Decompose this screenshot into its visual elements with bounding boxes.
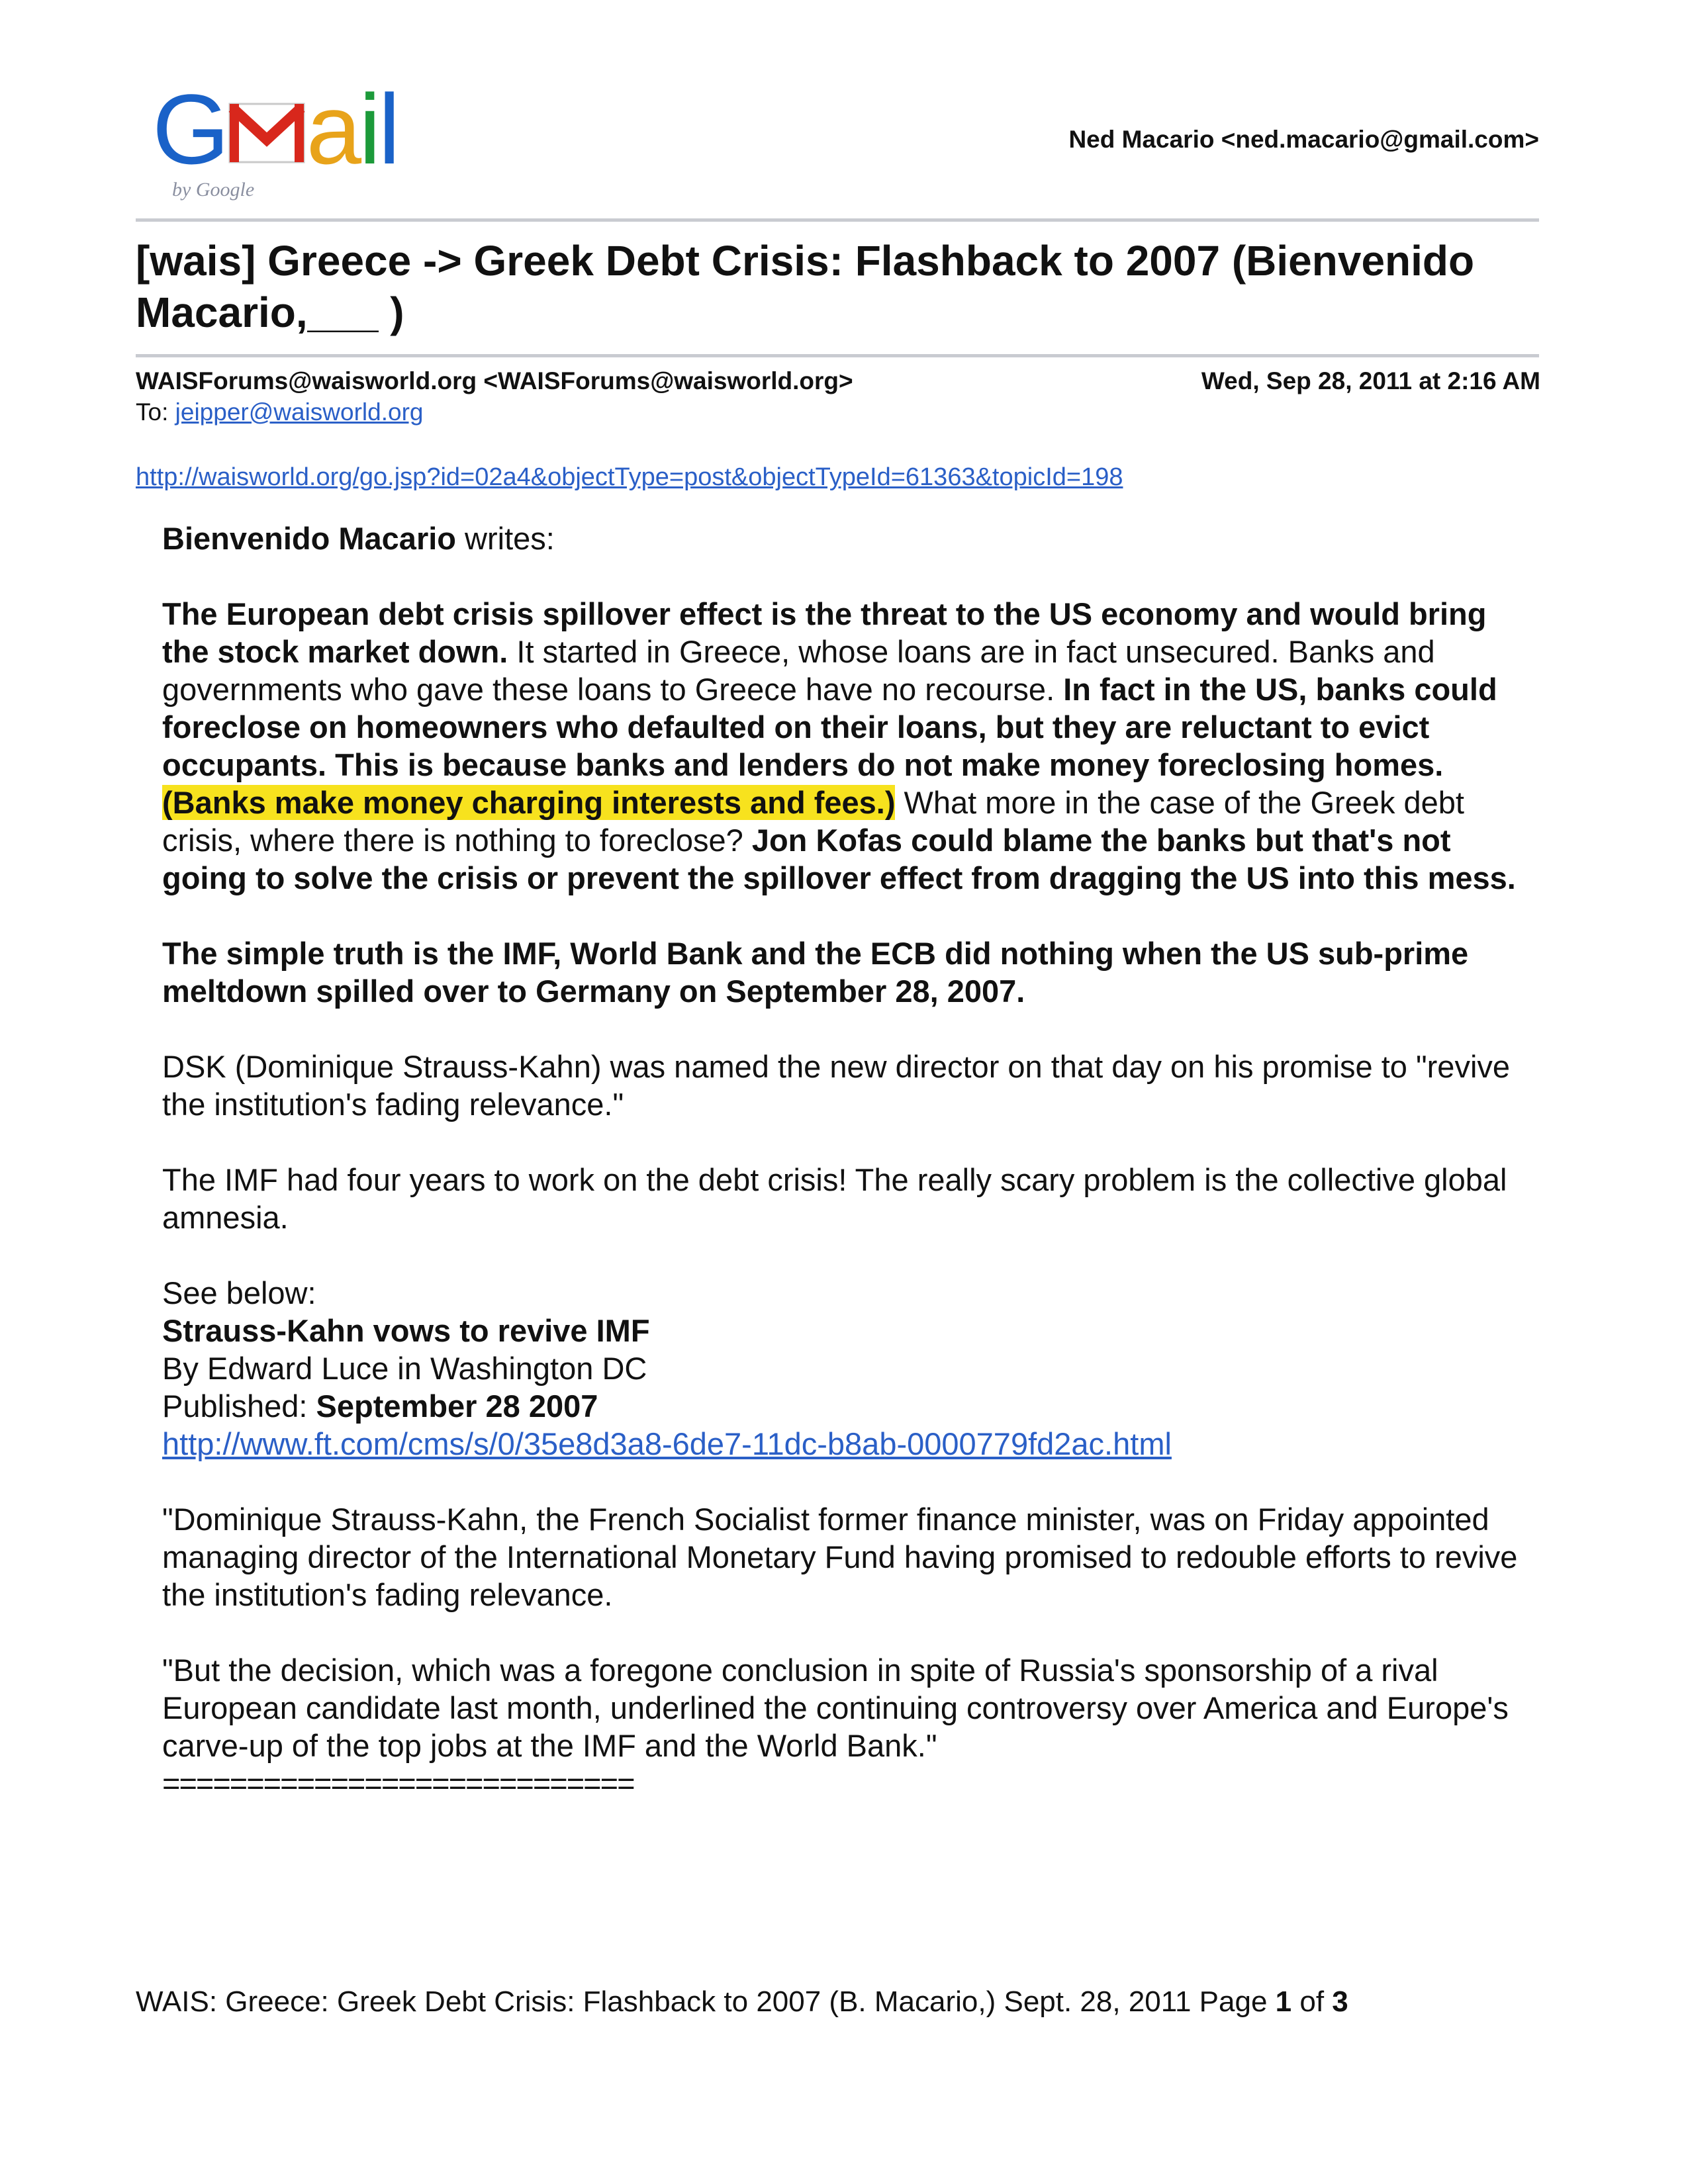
published-label: Published: [162,1388,316,1424]
gmail-envelope-icon [227,79,306,179]
divider [136,218,1539,222]
intro-text: writes: [456,521,555,556]
author-name: Bienvenido Macario [162,521,456,556]
published-date: September 28 2007 [316,1388,598,1424]
highlighted-text: (Banks make money charging interests and fees.) [162,785,896,820]
gmail-logo-l: l [378,73,398,185]
email-body [162,520,1532,1802]
p1-bold-2: In fact in the US, banks could foreclose on homeowners who defaulted on their loans, but they are reluctant to evict occupants. This is because banks and lenders do not make money foreclosing homes. [162,672,1497,782]
wais-post-link[interactable]: http://waisworld.org/go.jsp?id=02a4&objectType=post&objectTypeId=61363&topicId=198 [136,463,1123,491]
gmail-logo-g: G [152,73,227,185]
to-label: To: [136,398,169,426]
page-total: 3 [1332,1985,1348,2018]
account-email: Ned Macario <ned.macario@gmail.com> [1068,126,1539,153]
divider [136,354,1539,357]
footer-text: WAIS: Greece: Greek Debt Crisis: Flashback to 2007 (B. Macario,) Sept. 28, 2011 Page [136,1985,1276,2018]
article-title-text: Strauss-Kahn vows to revive IMF [162,1313,650,1348]
p1-text-2: What more in the case of the Greek debt crisis, where there is nothing to foreclose? [162,785,1464,858]
p1-bold-1: The European debt crisis spillover effect is the threat to the US economy and would bring the stock market down. [162,596,1487,669]
email-subject: [wais] Greece -> Greek Debt Crisis: Flashback to 2007 (Bienvenido Macario,___ ) [136,237,1475,336]
article-byline: By Edward Luce in Washington DC [162,1351,647,1386]
sender: WAISForums@waisworld.org <WAISForums@waisworld.org> [136,367,853,394]
paragraph-2 [162,934,1532,1010]
recipient-line [136,398,423,426]
gmail-logo-i: i [359,73,379,185]
article-title [162,1312,1532,1349]
paragraph-3: DSK (Dominique Strauss-Kahn) was named the new director on that day on his promise to "revive the institution's fading relevance." [162,1049,1511,1122]
page-footer [136,1985,1348,2019]
p1-bold-3: Jon Kofas could blame the banks but that's not going to solve the crisis or prevent the spillover effect from dragging the US into this mess. [162,823,1516,895]
see-below: See below: [162,1275,316,1310]
p2-bold: The simple truth is the IMF, World Bank and the ECB did nothing when the US sub-prime meltdown spilled over to Germany on September 28, 2007. [162,936,1469,1009]
gmail-logo-a: a [306,73,359,185]
sent-date: Wed, Sep 28, 2011 at 2:16 AM [1201,367,1540,394]
page-number: 1 [1275,1985,1292,2018]
separator-line: ============================ [162,1766,634,1801]
ft-link-line [162,1425,1532,1463]
article-published [162,1387,1532,1425]
recipient-link[interactable]: jeipper@waisworld.org [175,398,424,426]
logo-by-google: by Google [172,179,255,201]
footer-of: of [1291,1985,1333,2018]
quote-1: "Dominique Strauss-Kahn, the French Socialist former finance minister, was on Friday appointed managing director of the International Monetary Fund having promised to redouble efforts to revive the institution's fading relevance. [162,1502,1518,1612]
intro-line [162,520,1532,557]
gmail-logo [152,73,417,205]
ft-article-link[interactable]: http://www.ft.com/cms/s/0/35e8d3a8-6de7-11dc-b8ab-0000779fd2ac.html [162,1426,1172,1461]
p1-text-1: It started in Greece, whose loans are in fact unsecured. Banks and governments who gave these loans to Greece have no recourse. [162,634,1435,707]
quote-2: "But the decision, which was a foregone conclusion in spite of Russia's sponsorship of a rival European candidate last month, underlined the continuing controversy over America and Europe's carve-up of the top jobs at the IMF and the World Bank." [162,1653,1509,1763]
paragraph-1 [162,595,1532,897]
paragraph-4: The IMF had four years to work on the debt crisis! The really scary problem is the collective global amnesia. [162,1162,1507,1235]
